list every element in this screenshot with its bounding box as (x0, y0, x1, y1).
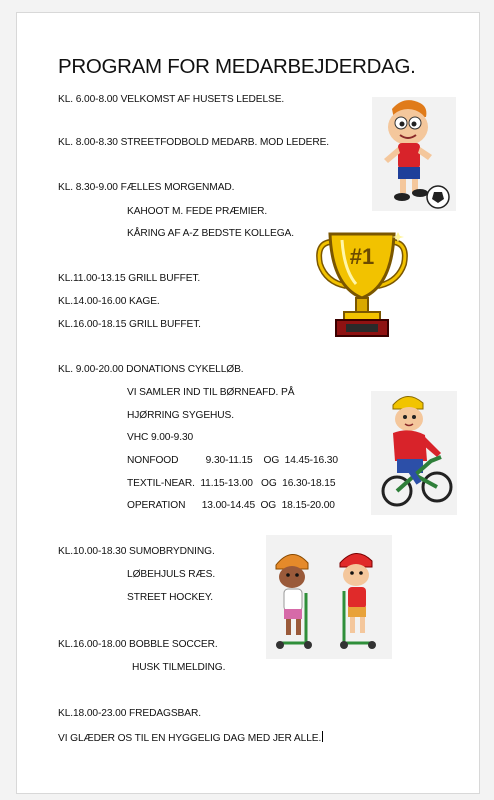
schedule-line: KL.11.00-13.15 GRILL BUFFET. (58, 273, 201, 284)
schedule-line: HJØRRING SYGEHUS. (127, 410, 234, 421)
trophy-label: #1 (349, 244, 375, 269)
schedule-line: KL.16.00-18.00 BOBBLE SOCCER. (58, 639, 218, 650)
schedule-line: TEXTIL-NEAR. 11.15-13.00 OG 16.30-18.15 (127, 478, 336, 489)
text-cursor (322, 731, 323, 742)
schedule-line: KL.18.00-23.00 FREDAGSBAR. (58, 708, 201, 719)
schedule-line: OPERATION 13.00-14.45 OG 18.15-20.00 (127, 500, 335, 511)
schedule-line: VI SAMLER IND TIL BØRNEAFD. PÅ (127, 387, 295, 398)
schedule-line: HUSK TILMELDING. (132, 662, 226, 673)
schedule-line: KL.16.00-18.15 GRILL BUFFET. (58, 319, 201, 330)
gold-trophy-illustration (316, 226, 408, 346)
kids-on-scooters-illustration (266, 535, 392, 659)
schedule-line: STREET HOCKEY. (127, 592, 213, 603)
schedule-line: KÅRING AF A-Z BEDSTE KOLLEGA. (127, 228, 294, 239)
schedule-line: LØBEHJULS RÆS. (127, 569, 216, 580)
schedule-line: KL.10.00-18.30 SUMOBRYDNING. (58, 546, 215, 557)
schedule-line: NONFOOD 9.30-11.15 OG 14.45-16.30 (127, 455, 338, 466)
schedule-line: KL. 9.00-20.00 DONATIONS CYKELLØB. (58, 364, 244, 375)
boy-on-bicycle-illustration (371, 391, 457, 515)
page-title: PROGRAM FOR MEDARBEJDERDAG. (58, 55, 416, 78)
schedule-line: KL.14.00-16.00 KAGE. (58, 296, 160, 307)
schedule-line: KAHOOT M. FEDE PRÆMIER. (127, 206, 268, 217)
schedule-line: VHC 9.00-9.30 (127, 432, 194, 443)
closing-line: VI GLÆDER OS TIL EN HYGGELIG DAG MED JER ALLE. (58, 733, 322, 744)
schedule-line: KL. 8.30-9.00 FÆLLES MORGENMAD. (58, 182, 235, 193)
schedule-line: KL. 6.00-8.00 VELKOMST AF HUSETS LEDELSE. (58, 94, 285, 105)
schedule-line: KL. 8.00-8.30 STREETFODBOLD MEDARB. MOD LEDERE. (58, 137, 330, 148)
soccer-player-illustration (372, 97, 456, 211)
